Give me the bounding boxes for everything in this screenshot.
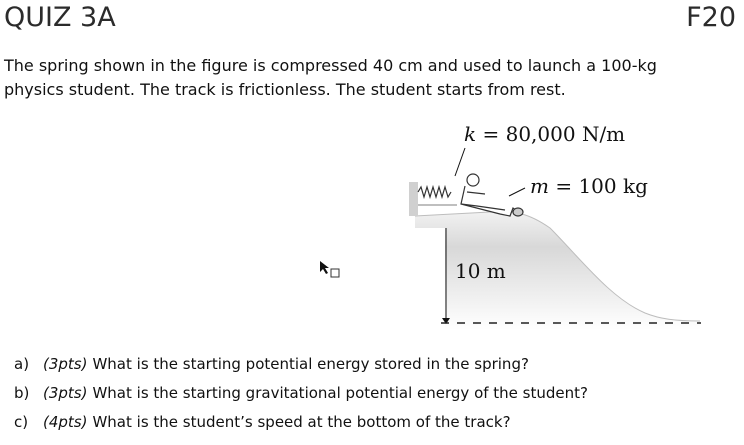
question-letter: c) — [14, 413, 29, 431]
question-letter: b) — [14, 384, 30, 402]
question-points: (4pts) — [43, 413, 88, 431]
question-points: (3pts) — [43, 384, 88, 402]
spring-track-figure — [405, 118, 705, 330]
question-b — [14, 379, 734, 408]
question-points: (3pts) — [43, 355, 88, 373]
m-pointer — [509, 188, 525, 196]
problem-line-2: physics student. The track is frictionless. The student starts from rest. — [4, 80, 566, 99]
question-text: What is the starting potential energy stored in the spring? — [92, 355, 529, 373]
spring-coil — [418, 187, 451, 197]
mouse-pointer-icon — [319, 260, 343, 280]
launch-wall — [409, 182, 418, 216]
student-figure — [461, 174, 523, 216]
question-list — [14, 350, 734, 437]
track-diagram — [405, 118, 705, 330]
question-a — [14, 350, 734, 379]
question-text: What is the starting gravitational potential energy of the student? — [92, 384, 588, 402]
quiz-title: QUIZ 3A — [4, 2, 116, 33]
question-text: What is the student’s speed at the bottom of the track? — [92, 413, 511, 431]
k-pointer — [455, 148, 465, 176]
problem-line-1: The spring shown in the figure is compressed 40 cm and used to launch a 100-kg — [4, 56, 657, 75]
mass-label: m = 100 kg — [530, 174, 648, 198]
height-label: 10 m — [455, 259, 506, 283]
question-c — [14, 408, 734, 437]
spring-constant-label: k = 80,000 N/m — [464, 122, 626, 146]
question-letter: a) — [14, 355, 30, 373]
problem-statement — [4, 54, 704, 102]
course-code: F20 — [686, 2, 736, 33]
